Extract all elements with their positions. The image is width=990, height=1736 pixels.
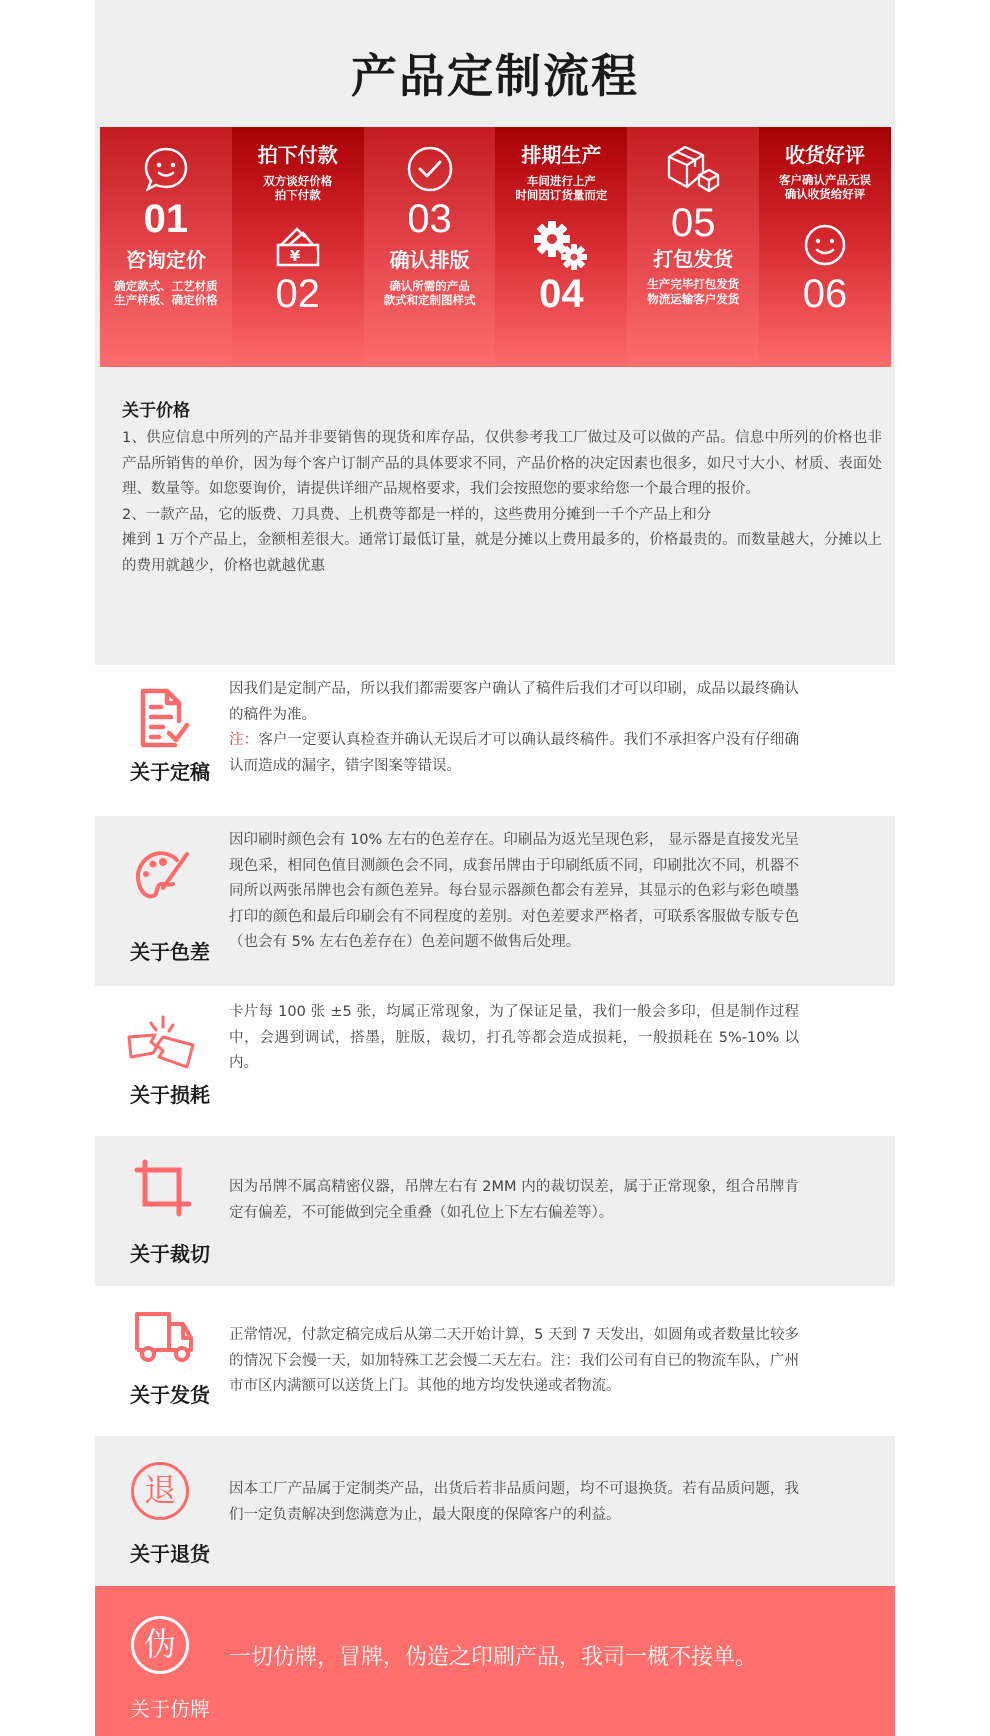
section-draft [95, 665, 895, 816]
price-title: 关于价格 [122, 401, 190, 421]
section-fake [95, 1586, 895, 1736]
step-06 [759, 127, 891, 367]
document-check-icon [131, 685, 195, 749]
truck-icon [131, 1308, 195, 1372]
step-desc-line2: 款式和定制图样式 [383, 293, 476, 307]
step-04 [495, 127, 627, 367]
gears-icon [530, 219, 592, 273]
step-title: 拍下付款 [257, 143, 338, 167]
svg-text:¥: ¥ [289, 247, 300, 265]
step-02 [232, 127, 364, 367]
chat-smile-icon [142, 145, 190, 193]
step-desc-line2: 生产样板、确定价格 [114, 293, 218, 307]
price-paragraph-2a: 2、一款产品，它的版费、刀具费、上机费等都是一样的，这些费用分摊到一千个产品上和分 [122, 506, 712, 523]
section-return [95, 1436, 895, 1586]
section-label: 关于色差 [130, 940, 210, 964]
crop-icon [131, 1156, 195, 1220]
section-label: 关于发货 [130, 1383, 210, 1407]
section-label: 关于损耗 [130, 1083, 210, 1107]
page-title: 产品定制流程 [351, 49, 639, 103]
section-loss [95, 986, 895, 1136]
process-banner [100, 127, 891, 367]
step-title: 确认排版 [389, 248, 470, 272]
smile-icon [803, 223, 847, 267]
draft-text: 因我们是定制产品，所以我们都需要客户确认了稿件后我们才可以印刷，成品以最终确认的稿件为准。 [229, 681, 799, 723]
step-number: 04 [539, 272, 584, 316]
check-circle-icon [406, 145, 454, 193]
section-label: 关于裁切 [130, 1242, 210, 1266]
step-desc-line1: 客户确认产品无误 [779, 173, 872, 187]
step-number: 01 [143, 197, 189, 241]
counterfeit-badge-icon: 伪 [131, 1616, 189, 1674]
step-desc-line2: 确认收货给好评 [784, 187, 866, 201]
step-number: 05 [670, 201, 716, 245]
page [95, 0, 895, 1736]
price-paragraph-2b: 摊到 1 万个产品上，金额相差很大。通常订最低订量，就是分摊以上费用最多的，价格最贵的。而数量越大，分摊以上的费用就越少，价格也就越优惠 [122, 532, 882, 574]
step-desc-line1: 生产完毕打包发货 [647, 277, 740, 291]
section-text: 一切仿牌，冒牌，伪造之印刷产品，我司一概不接单。 [229, 1645, 758, 1670]
section-text: 正常情况，付款定稿完成后从第二天开始计算，5 天到 7 天发出，如圆角或者数量比较多的情况下会慢一天，如加特殊工艺会慢二天左右。注：我们公司有自已的物流车队，广州市市区内满额可以送货上门。其他的地方均发快递或者物流。 [229, 1327, 799, 1394]
boxes-icon [665, 143, 721, 195]
section-label: 关于定稿 [130, 760, 210, 784]
step-desc-line2: 时间因订货量而定 [515, 188, 608, 202]
return-badge-icon: 退 [131, 1462, 189, 1520]
note-label: 注： [229, 732, 259, 748]
step-desc-line1: 车间进行上产 [526, 174, 596, 188]
section-text: 因为吊牌不属高精密仪器，吊牌左右有 2MM 内的裁切误差，属于正常现象，组合吊牌肯定有偏差，不可能做到完全重叠（如孔位上下左右偏差等）。 [229, 1179, 799, 1221]
price-info [122, 398, 882, 579]
step-desc-line1: 确认所需的产品 [389, 279, 470, 293]
step-01 [100, 127, 232, 367]
step-desc-line1: 确定款式、工艺材质 [114, 279, 218, 293]
section-text: 因印刷时颜色会有 10% 左右的色差存在。印刷品为返光呈现色彩， 显示器是直接发光呈现色采，相同色值目测颜色会不同，成套吊牌由于印刷纸质不同，印刷批次不同，机器不同所以两张吊牌也会有颜色差异。每台显示器颜色都会有差异，其显示的色彩与彩色喷墨打印的颜色和最后印刷会有不同程度的差别。对色差要求严格者，可联系客服做专版专色（也会有 5% 左右色差存在）色差问题不做售后处理。 [229, 832, 799, 950]
palette-icon [131, 846, 195, 910]
section-cut [95, 1136, 895, 1286]
wallet-yen-icon [275, 225, 321, 269]
step-title: 排期生产 [521, 143, 602, 167]
step-05 [627, 127, 759, 367]
section-text: 卡片每 100 张 ±5 张，均属正常现象，为了保证足量，我们一般会多印，但是制作过程中，会遇到调试，搭墨，脏版，裁切，打孔等都会造成损耗，一般损耗在 5%-10% 以内。 [229, 1004, 799, 1071]
step-number: 02 [275, 272, 320, 316]
step-03 [364, 127, 496, 367]
step-desc-line2: 拍下付款 [274, 188, 321, 202]
section-text [229, 677, 799, 779]
price-paragraph-1: 1、供应信息中所列的产品并非要销售的现货和库存品，仅供参考我工厂做过及可以做的产品。信息中所列的价格也非产品所销售的单价，因为每个客户订制产品的具体要求不同，产品价格的决定因素也很多，如尺寸大小、材质、表面处理、数量等。如您要询价，请提供详细产品规格要求，我们会按照您的要求给您一个最合理的报价。 [122, 430, 882, 497]
section-color [95, 816, 895, 986]
section-ship [95, 1286, 895, 1436]
broken-card-icon [125, 1011, 199, 1075]
step-title: 打包发货 [653, 247, 734, 271]
step-title: 咨询定价 [125, 248, 206, 272]
step-number: 06 [802, 272, 848, 316]
section-label: 关于退货 [130, 1542, 210, 1566]
step-number: 03 [407, 197, 452, 241]
step-title: 收货好评 [785, 143, 866, 167]
section-text: 因本工厂产品属于定制类产品，出货后若非品质问题，均不可退换货。若有品质问题，我们一定负责解决到您满意为止，最大限度的保障客户的利益。 [229, 1481, 799, 1523]
section-label: 关于仿牌 [130, 1697, 210, 1721]
step-desc-line1: 双方谈好价格 [263, 174, 333, 188]
step-desc-line2: 物流运输客户发货 [647, 292, 740, 306]
note-text: 客户一定要认真检查并确认无误后才可以确认最终稿件。我们不承担客户没有仔细确认而造成的漏字，错字图案等错误。 [229, 732, 800, 774]
process-section [95, 0, 895, 665]
